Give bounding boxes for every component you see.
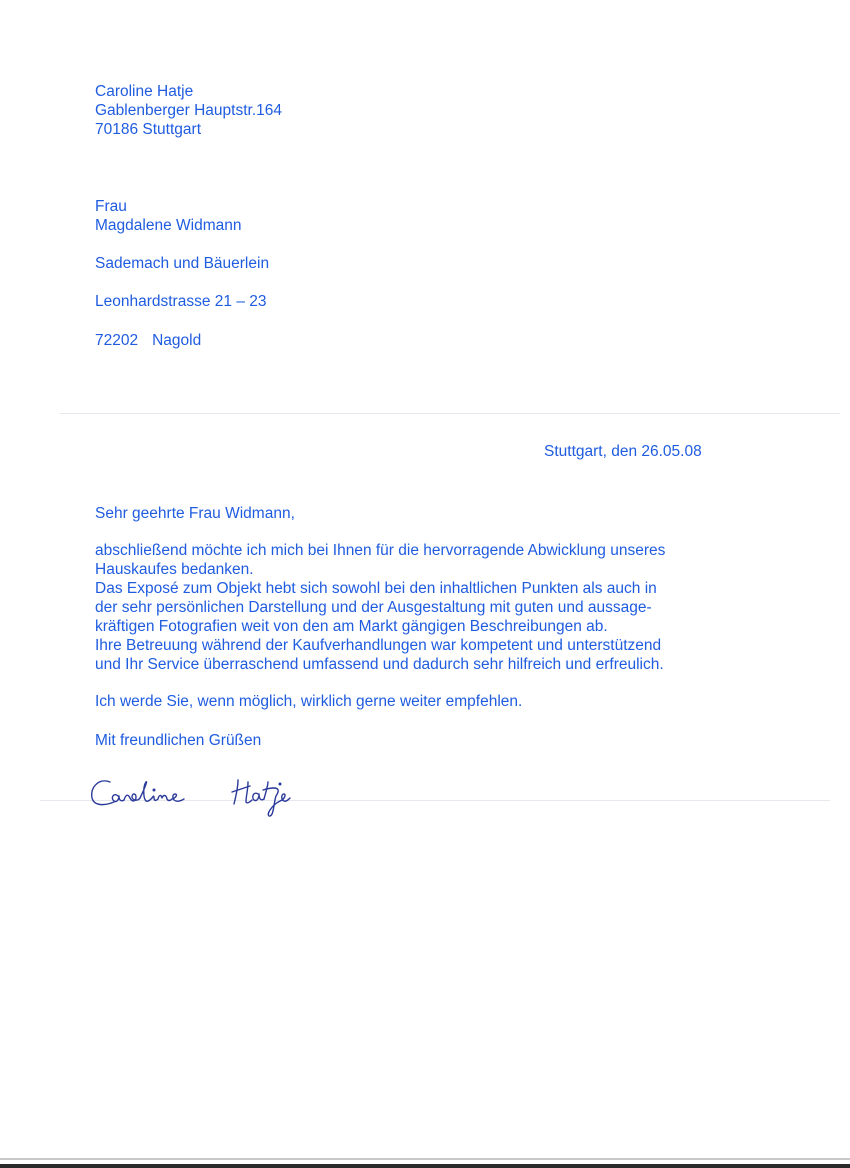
handwritten-signature <box>88 772 308 822</box>
recipient-city-line <box>95 331 201 350</box>
recipient-city: Nagold <box>152 332 202 349</box>
body-line: Das Exposé zum Objekt hebt sich sowohl bei den inhaltlichen Punkten als auch in <box>95 580 657 597</box>
recipient-name: Magdalene Widmann <box>95 217 242 234</box>
sender-city: 70186 Stuttgart <box>95 121 201 138</box>
greeting: Sehr geehrte Frau Widmann, <box>95 505 295 522</box>
letter-body <box>95 541 665 674</box>
recipient-zip: 72202 <box>95 332 139 349</box>
body-line: und Ihr Service überraschend umfassend und dadurch sehr hilfreich und erfreulich. <box>95 656 664 673</box>
letter-date: Stuttgart, den 26.05.08 <box>544 443 702 460</box>
recommendation: Ich werde Sie, wenn möglich, wirklich gerne weiter empfehlen. <box>95 693 523 710</box>
body-line: kräftigen Fotografien weit von den am Markt gängigen Beschreibungen ab. <box>95 618 608 635</box>
body-line: abschließend möchte ich mich bei Ihnen für die hervorragende Abwicklung unseres <box>95 542 666 559</box>
body-line: der sehr persönlichen Darstellung und der Ausgestaltung mit guten und aussage- <box>95 599 652 616</box>
sender-address <box>95 82 282 139</box>
sender-street: Gablenberger Hauptstr.164 <box>95 102 282 119</box>
body-line: Hauskaufes bedanken. <box>95 561 254 578</box>
recipient-company: Sademach und Bäuerlein <box>95 255 270 272</box>
scan-edge-dark <box>0 1164 850 1168</box>
recipient-salutation: Frau <box>95 198 127 215</box>
scan-artifact-line <box>60 413 840 414</box>
sender-name: Caroline Hatje <box>95 83 194 100</box>
closing: Mit freundlichen Grüßen <box>95 732 262 749</box>
scan-edge <box>0 1158 850 1160</box>
body-line: Ihre Betreuung während der Kaufverhandlungen war kompetent und unterstützend <box>95 637 662 654</box>
recipient-street: Leonhardstrasse 21 – 23 <box>95 293 267 310</box>
